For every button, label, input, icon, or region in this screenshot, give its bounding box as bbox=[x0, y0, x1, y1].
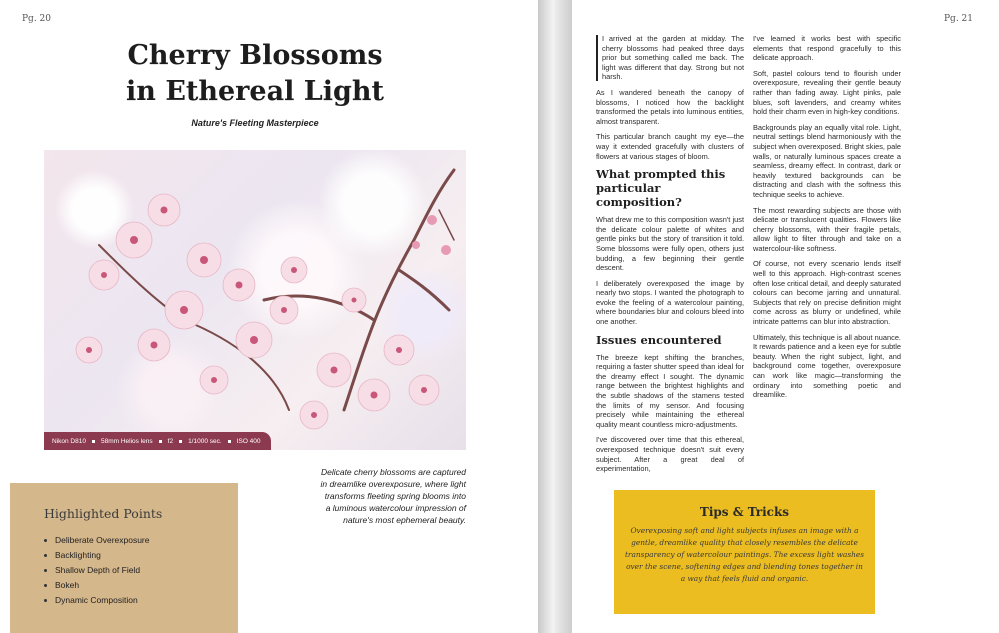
cherry-blossom-photo bbox=[44, 150, 466, 450]
iso-label: ISO 400 bbox=[236, 437, 261, 445]
tips-body: Overexposing soft and light subjects infuses an image with a gentle, dreamlike quality that closely resembles the delicate transparency of watercolour paintings. The excess light washes over the scene, softening edges and blending tones together in a way that feels fluid and organic. bbox=[624, 526, 865, 583]
highlighted-points-list bbox=[44, 533, 150, 608]
body-paragraph: The most rewarding subjects are those with delicate or translucent qualities. Flowers like cherry blossoms, with their fragile petals, allow light to filter through and take on a watercolour-like softness. bbox=[753, 205, 901, 253]
book-gutter bbox=[538, 0, 572, 633]
bullet-icon bbox=[44, 554, 47, 557]
bullet-icon bbox=[44, 569, 47, 572]
aperture-label: f2 bbox=[167, 437, 174, 445]
lens-label: 58mm Helios lens bbox=[100, 437, 153, 445]
body-paragraph: Ultimately, this technique is all about nuance. It rewards patience and a keen eye for subtle beauty. When the right subject, light, and background come together, overexposure can work like magic—transforming the ordinary into something poetic and dreamlike. bbox=[753, 332, 901, 400]
body-paragraph: I've learned it works best with specific elements that respond gracefully to this delicate approach. bbox=[753, 34, 901, 63]
separator-icon bbox=[228, 440, 231, 443]
list-item: Backlighting bbox=[44, 548, 150, 563]
highlighted-points-heading: Highlighted Points bbox=[44, 506, 163, 521]
text-column-2 bbox=[753, 34, 901, 406]
photo-caption: Delicate cherry blossoms are captured in dreamlike overexposure, where light transforms fleeting spring blooms into a luminous watercolour impression of nature's most ephemeral beauty. bbox=[320, 467, 466, 525]
body-paragraph: This particular branch caught my eye—the way it extended gracefully with clusters of flowers at various stages of bloom. bbox=[596, 132, 744, 161]
body-paragraph: I deliberately overexposed the image by nearly two stops. I wanted the photograph to evoke the feeling of a watercolour painting, where boundaries blur and colours bleed into one another. bbox=[596, 278, 744, 327]
body-paragraph: The breeze kept shifting the branches, requiring a faster shutter speed than ideal for the dreamy effect I sought. The dynamic range between the brightest highlights and the subtle shadows of the stamens tested the limits of my sensor. And focusing precisely while maintaining the ethereal quality meant countless micro-adjustments. bbox=[596, 352, 744, 429]
article-subtitle: Nature's Fleeting Masterpiece bbox=[191, 118, 319, 128]
section-heading: What prompted this particular composition? bbox=[596, 167, 726, 210]
right-page bbox=[572, 0, 999, 633]
list-item: Shallow Depth of Field bbox=[44, 563, 150, 578]
bullet-icon bbox=[44, 539, 47, 542]
body-paragraph: As I wandered beneath the canopy of blossoms, I noticed how the backlight transformed the petals into luminous entities, almost transparent. bbox=[596, 87, 744, 126]
separator-icon bbox=[92, 440, 95, 443]
bullet-icon bbox=[44, 584, 47, 587]
list-item: Deliberate Overexposure bbox=[44, 533, 150, 548]
lead-paragraph: I arrived at the garden at midday. The cherry blossoms had peaked three days prior but something called me back. The light was different that day. Strong but not harsh. bbox=[596, 34, 744, 82]
body-paragraph: What drew me to this composition wasn't just the delicate colour palette of whites and gentle pinks but the story of transition it told. Some blossoms were fully open, others just budding, a few beginning their gentle descent. bbox=[596, 215, 744, 273]
body-paragraph: Of course, not every scenario lends itself well to this approach. High-contrast scenes often lose critical detail, and deeply saturated colours can become jarring and unnatural. Subjects that rely on precise definition might come across as blurry or undefined, while intricate patterns can blur into abstraction. bbox=[753, 259, 901, 327]
photo-meta-bar bbox=[44, 432, 271, 450]
separator-icon bbox=[159, 440, 162, 443]
body-paragraph: Backgrounds play an equally vital role. Light, neutral settings blend harmoniously with the subject when overexposed. Bright skies, pale walls, or naturally luminous spaces create a seamless, dreamy effect. In contrast, dark or heavily textured backgrounds can be distracting and clash with the softness this technique seeks to achieve. bbox=[753, 122, 901, 199]
section-heading: Issues encountered bbox=[596, 332, 722, 347]
separator-icon bbox=[179, 440, 182, 443]
text-column-1 bbox=[596, 34, 744, 480]
camera-label: Nikon D810 bbox=[52, 437, 86, 445]
article-title: Cherry Blossoms in Ethereal Light bbox=[126, 40, 384, 107]
bullet-icon bbox=[44, 599, 47, 602]
tips-heading: Tips & Tricks bbox=[699, 505, 790, 519]
shutter-label: 1/1000 sec. bbox=[188, 437, 222, 445]
page-number: Pg. 20 bbox=[22, 14, 51, 24]
body-paragraph: Soft, pastel colours tend to flourish under overexposure, revealing their gentle beauty rather than fading away. Light pinks, pale blues, soft lavenders, and creamy whites hold their charm even in high-key conditions. bbox=[753, 68, 901, 117]
body-paragraph: I've discovered over time that this ethereal, overexposed technique doesn't suit every subject. After a great deal of experimentation, bbox=[596, 435, 744, 474]
blossom-illustration bbox=[44, 150, 466, 450]
highlighted-points-box bbox=[10, 483, 238, 633]
list-item: Bokeh bbox=[44, 578, 150, 593]
page-number: Pg. 21 bbox=[944, 14, 973, 24]
tips-and-tricks-box bbox=[614, 490, 875, 614]
list-item: Dynamic Composition bbox=[44, 593, 150, 608]
